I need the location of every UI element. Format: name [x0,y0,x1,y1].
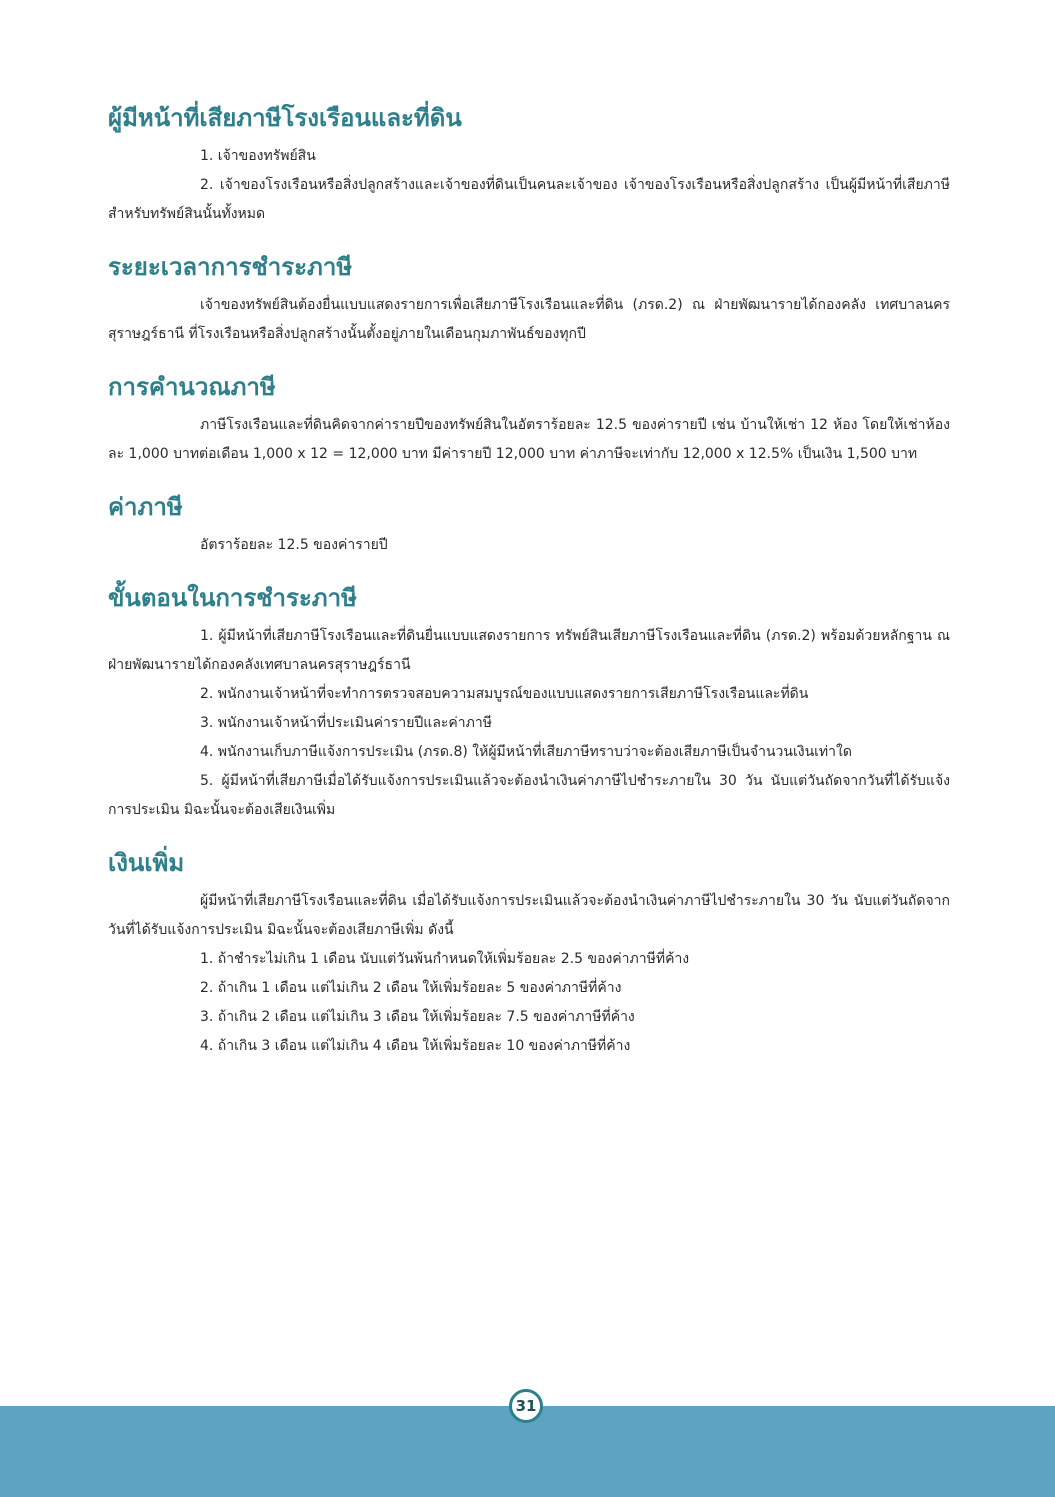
paragraph: 2. พนักงานเจ้าหน้าที่จะทำการตรวจสอบความสมบูรณ์ของแบบแสดงรายการเสียภาษีโรงเรือนและที่ดิน [200,686,809,702]
paragraph: 5. ผู้มีหน้าที่เสียภาษีเมื่อได้รับแจ้งการประเมินแล้วจะต้องนำเงินค่าภาษีไปชำระภายใน 30 วัน นับแต่วันถัดจากวันที่ได้รับแจ้งการประเมิน มิฉะนั้นจะต้องเสียเงินเพิ่ม [108,773,950,818]
section-tax-rate [108,489,950,560]
section-heading: ระยะเวลาการชำระภาษี [108,253,353,281]
section-taxpayers [108,100,950,229]
page-content [108,100,950,1081]
paragraph: 3. พนักงานเจ้าหน้าที่ประเมินค่ารายปีและค่าภาษี [200,715,492,731]
paragraph: 4. พนักงานเก็บภาษีแจ้งการประเมิน (ภรด.8) ให้ผู้มีหน้าที่เสียภาษีทราบว่าจะต้องเสียภาษีเป็นจำนวนเงินเท่าใด [200,744,852,760]
list-item: 4. ถ้าเกิน 3 เดือน แต่ไม่เกิน 4 เดือน ให้เพิ่มร้อยละ 10 ของค่าภาษีที่ค้าง [200,1038,631,1054]
section-payment-steps [108,580,950,825]
paragraph: 2. เจ้าของโรงเรือนหรือสิ่งปลูกสร้างและเจ้าของที่ดินเป็นคนละเจ้าของ เจ้าของโรงเรือนหรือสิ่งปลูกสร้าง เป็นผู้มีหน้าที่เสียภาษีสำหรับทรัพย์สินนั้นทั้งหมด [108,177,950,222]
page-number-badge [509,1389,543,1423]
paragraph: 1. เจ้าของทรัพย์สิน [200,148,316,164]
list-item: 3. ถ้าเกิน 2 เดือน แต่ไม่เกิน 3 เดือน ให้เพิ่มร้อยละ 7.5 ของค่าภาษีที่ค้าง [200,1009,635,1025]
section-payment-period [108,249,950,349]
list-item: 2. ถ้าเกิน 1 เดือน แต่ไม่เกิน 2 เดือน ให้เพิ่มร้อยละ 5 ของค่าภาษีที่ค้าง [200,980,622,996]
section-heading: ขั้นตอนในการชำระภาษี [108,584,357,612]
paragraph: เจ้าของทรัพย์สินต้องยื่นแบบแสดงรายการเพื่อเสียภาษีโรงเรือนและที่ดิน (ภรด.2) ณ ฝ่ายพัฒนารายได้กองคลัง เทศบาลนครสุราษฎร์ธานี ที่โรงเรือนหรือสิ่งปลูกสร้างนั้นตั้งอยู่ภายในเดือนกุมภาพันธ์ของทุกปี [108,297,950,342]
list-item: 1. ถ้าชำระไม่เกิน 1 เดือน นับแต่วันพ้นกำหนดให้เพิ่มร้อยละ 2.5 ของค่าภาษีที่ค้าง [200,951,690,967]
section-surcharge [108,845,950,1061]
section-heading: ค่าภาษี [108,493,183,521]
paragraph: ผู้มีหน้าที่เสียภาษีโรงเรือนและที่ดิน เมื่อได้รับแจ้งการประเมินแล้วจะต้องนำเงินค่าภาษีไปชำระภายใน 30 วัน นับแต่วันถัดจากวันที่ได้รับแจ้งการประเมิน มิฉะนั้นจะต้องเสียภาษีเพิ่ม ดังนี้ [108,893,950,938]
page-number: 31 [515,1397,537,1415]
section-heading: เงินเพิ่ม [108,849,185,877]
paragraph: 1. ผู้มีหน้าที่เสียภาษีโรงเรือนและที่ดินยื่นแบบแสดงรายการ ทรัพย์สินเสียภาษีโรงเรือนและที่ดิน (ภรด.2) พร้อมด้วยหลักฐาน ณ ฝ่ายพัฒนารายได้กองคลังเทศบาลนครสุราษฎร์ธานี [108,628,950,673]
section-heading: ผู้มีหน้าที่เสียภาษีโรงเรือนและที่ดิน [108,104,462,132]
section-tax-calculation [108,369,950,469]
paragraph: ภาษีโรงเรือนและที่ดินคิดจากค่ารายปีของทรัพย์สินในอัตราร้อยละ 12.5 ของค่ารายปี เช่น บ้านให้เช่า 12 ห้อง โดยให้เช่าห้องละ 1,000 บาทต่อเดือน 1,000 x 12 = 12,000 บาท มีค่ารายปี 12,000 บาท ค่าภาษีจะเท่ากับ 12,000 x 12.5% เป็นเงิน 1,500 บาท [108,417,950,462]
section-heading: การคำนวณภาษี [108,373,276,401]
paragraph: อัตราร้อยละ 12.5 ของค่ารายปี [200,537,388,553]
